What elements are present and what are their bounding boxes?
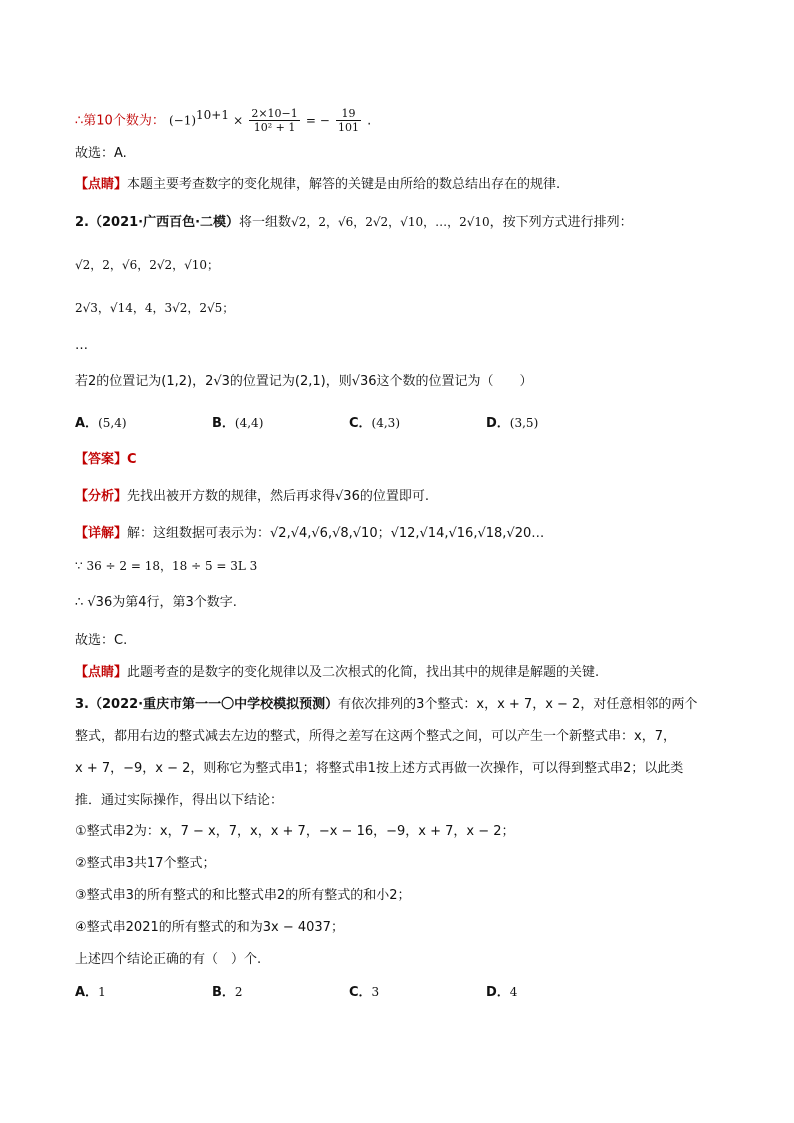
q3-number: 3. <box>75 697 89 712</box>
q3-option-a <box>75 983 106 1002</box>
q2-stem-a: 将一组数 <box>239 215 292 230</box>
q2-option-d-value: (3,5) <box>509 416 539 430</box>
q3-line-1: 有依次排列的3个整式：x，x + 7，x − 2，对任意相邻的两个 <box>338 697 698 712</box>
q3-option-d-value: 4 <box>509 985 518 999</box>
q3-stem-line-2: 整式，都用右边的整式减去左边的整式，所得之差写在这两个整式之间，可以产生一个新整式串：x，7， <box>75 729 676 744</box>
q3-conclusion-1: ①整式串2为：x，7 − x，7，x，x + 7，−x − 16，−9，x + 7，x − 2； <box>75 824 515 839</box>
q2-option-b-value: (4,4) <box>234 416 264 430</box>
q1-result-den: 101 <box>338 121 359 135</box>
q2-detail-tag: 【详解】 <box>75 526 128 541</box>
q2-detail-text: 解：这组数据可表示为：√2,√4,√6,√8,√10；√12,√14,√16,√18,√20… <box>127 526 545 541</box>
q2-because: ∵ 36 ÷ 2 = 18，18 ÷ 5 = 3L 3 <box>75 559 258 573</box>
q2-option-d <box>486 414 538 433</box>
q3-option-c-label: C． <box>349 985 372 1000</box>
q2-option-c-value: (4,3) <box>371 416 400 430</box>
q2-option-c-label: C． <box>349 416 372 431</box>
q1-result-num: 19 <box>336 107 361 121</box>
q2-option-a <box>75 414 127 433</box>
q2-option-b-label: B． <box>212 416 235 431</box>
q1-fraction <box>249 107 299 134</box>
q3-option-b-value: 2 <box>234 985 243 999</box>
q2-comment <box>75 664 599 682</box>
q2-option-c <box>349 414 400 433</box>
q2-row-2: 2√3，√14，4，3√2，2√5； <box>75 301 235 315</box>
q3-option-d-label: D． <box>486 985 510 1000</box>
q2-option-a-label: A． <box>75 416 99 431</box>
q1-therefore-line <box>75 106 371 134</box>
q3-stem-line-3: x + 7，−9，x − 2，则称它为整式串1；将整式串1按上述方式再做一次操作，可以得到整式串2；以此类 <box>75 761 684 776</box>
q3-option-b <box>212 983 243 1002</box>
q3-option-c-value: 3 <box>371 985 380 999</box>
q3-question: 上述四个结论正确的有（ ）个. <box>75 952 262 967</box>
q2-detail <box>75 525 544 543</box>
q2-analysis-text: 先找出被开方数的规律，然后再求得√36的位置即可. <box>127 489 429 504</box>
q1-comment <box>75 176 560 194</box>
q2-ellipsis: … <box>75 338 88 353</box>
q2-stem-b: ，按下列方式进行排列： <box>489 215 633 230</box>
q1-power-exp: 10+1 <box>196 108 229 122</box>
q1-result-fraction <box>336 107 361 134</box>
q2-option-b <box>212 414 263 433</box>
q3-option-c <box>349 983 379 1002</box>
q2-answer-value: C <box>127 452 137 467</box>
q1-equals: = − <box>305 113 330 128</box>
q1-therefore-label: ∴第10个数为： <box>75 113 165 129</box>
q3-option-a-value: 1 <box>98 985 106 999</box>
q2-answer-tag: 【答案】 <box>75 452 128 467</box>
q1-comment-tag: 【点睛】 <box>75 177 128 192</box>
q2-choice-line: 故选：C. <box>75 633 128 648</box>
q1-choice-line: 故选：A. <box>75 146 127 161</box>
q2-number: 2. <box>75 215 89 230</box>
q2-sequence: √2，2，√6，2√2，√10，…，2√10 <box>291 215 490 229</box>
q2-option-a-value: (5,4) <box>98 416 127 430</box>
q3-conclusion-3: ③整式串3的所有整式的和比整式串2的所有整式的和小2； <box>75 888 411 903</box>
q3-option-a-label: A． <box>75 985 99 1000</box>
q3-conclusion-2: ②整式串3共17个整式； <box>75 856 216 871</box>
q1-comment-text: 本题主要考查数字的变化规律，解答的关键是由所给的数总结出存在的规律. <box>127 177 561 192</box>
q2-comment-text: 此题考查的是数字的变化规律以及二次根式的化简，找出其中的规律是解题的关键. <box>127 665 600 680</box>
q2-row-1: √2，2，√6，2√2，√10； <box>75 258 220 272</box>
q1-frac-num: 2×10−1 <box>251 107 298 121</box>
q2-analysis-tag: 【分析】 <box>75 489 128 504</box>
q3-stem-line-1 <box>75 696 697 714</box>
q1-period: . <box>367 113 372 129</box>
q1-frac-den: 10² + 1 <box>253 121 296 135</box>
q2-answer <box>75 451 137 469</box>
q2-stem <box>75 213 633 232</box>
q1-power-base: (−1) <box>168 113 197 128</box>
q2-question: 若2的位置记为(1,2)，2√3的位置记为(2,1)，则√36这个数的位置记为（ ） <box>75 374 533 389</box>
q3-option-d <box>486 983 517 1002</box>
q2-therefore: ∴ √36为第4行，第3个数字. <box>75 595 237 610</box>
q3-option-b-label: B． <box>212 985 235 1000</box>
q2-option-d-label: D． <box>486 416 510 431</box>
q3-source: （2022·重庆市第一一〇中学校模拟预测） <box>88 697 339 712</box>
q1-times: × <box>233 113 244 128</box>
q3-stem-line-4: 推．通过实际操作，得出以下结论： <box>75 793 284 808</box>
q3-conclusion-4: ④整式串2021的所有整式的和为3x − 4037； <box>75 920 344 935</box>
q2-comment-tag: 【点睛】 <box>75 665 128 680</box>
q2-source: （2021·广西百色·二模） <box>88 215 240 230</box>
q2-analysis <box>75 488 429 506</box>
